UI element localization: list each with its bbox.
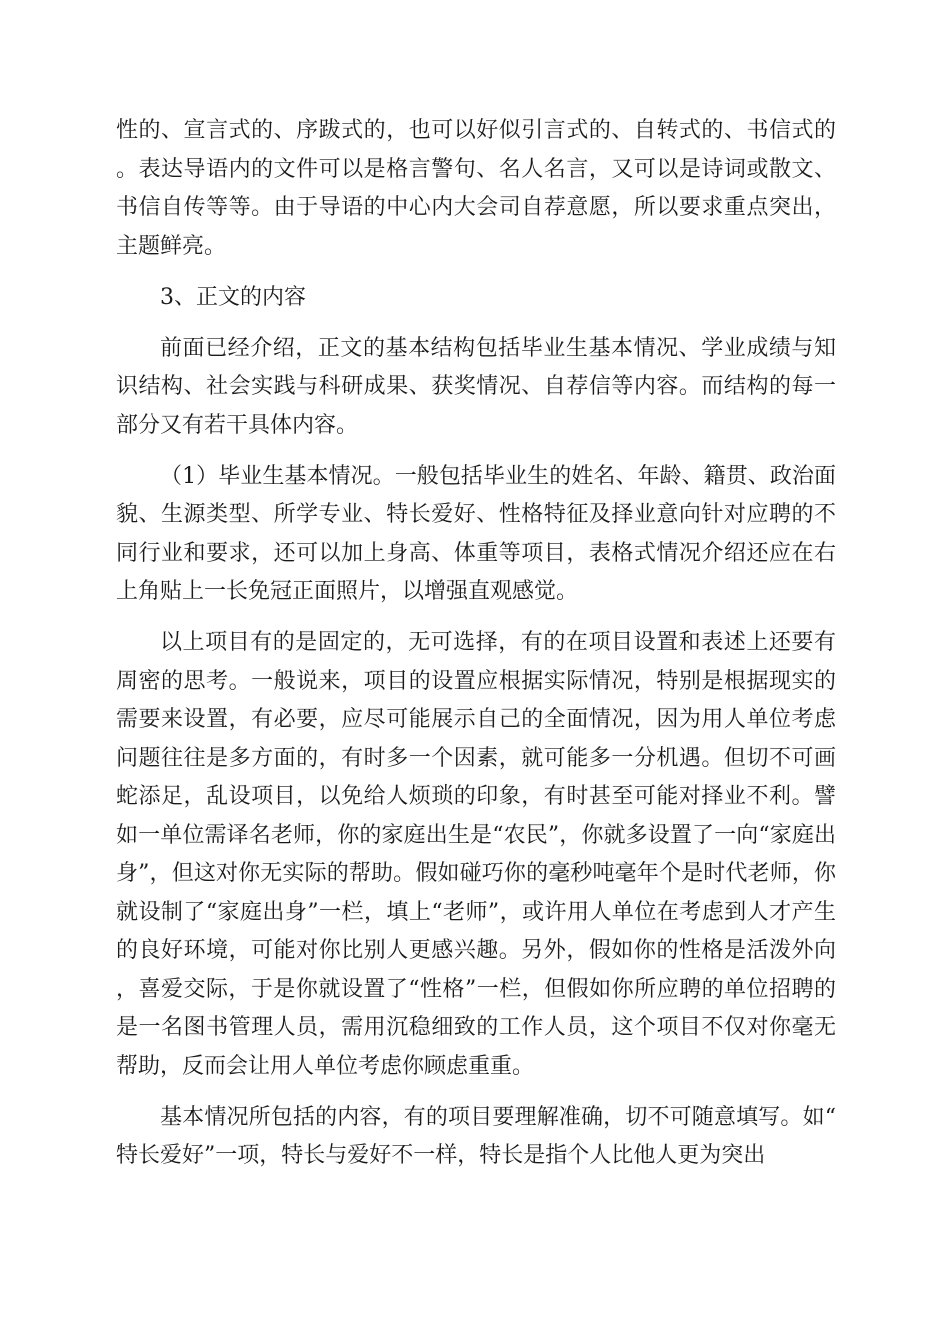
- section-heading-body-content: 3、正文的内容: [160, 284, 306, 310]
- paragraph-basic-info: （1）毕业生基本情况。一般包括毕业生的姓名、年龄、籍贯、政治面貌、生源类型、所学专业、特长爱好、性格特征及择业意向针对应聘的不同行业和要求，还可以加上身高、体重等项目，表格式情况介绍还应在右上角贴上一长免冠正面照片，以增强直观感觉。: [116, 463, 836, 604]
- paragraph-item-settings: 以上项目有的是固定的，无可选择，有的在项目设置和表述上还要有周密的思考。一般说来，项目的设置应根据实际情况，特别是根据现实的需要来设置，有必要，应尽可能展示自己的全面情况，因为用人单位考虑问题往往是多方面的，有时多一个因素，就可能多一分机遇。但切不可画蛇添足，乱设项目，以免给人烦琐的印象，有时甚至可能对择业不利。譬如一单位需译名老师，你的家庭出生是“农民”，你就多设置了一向“家庭出身”，但这对你无实际的帮助。假如碰巧你的毫秒吨毫年个是时代老师，你就设制了“家庭出身”一栏，填上“老师”，或许用人单位在考虑到人才产生的良好环境，可能对你比别人更感兴趣。另外，假如你的性格是活泼外向，喜爱交际，于是你就设置了“性格”一栏，但假如你所应聘的单位招聘的是一名图书管理人员，需用沉稳细致的工作人员，这个项目不仅对你毫无帮助，反而会让用人单位考虑你顾虑重重。: [116, 630, 836, 1079]
- paragraph-basic-info-content: 基本情况所包括的内容，有的项目要理解准确，切不可随意填写。如“特长爱好”一项，特长与爱好不一样，特长是指个人比他人更为突出: [116, 1104, 836, 1168]
- paragraph-body-structure: 前面已经介绍，正文的基本结构包括毕业生基本情况、学业成绩与知识结构、社会实践与科研成果、获奖情况、自荐信等内容。而结构的每一部分又有若干具体内容。: [116, 335, 836, 438]
- document-page: [116, 112, 836, 1176]
- paragraph-intro-continuation: 性的、宣言式的、序跋式的，也可以好似引言式的、自转式的、书信式的。表达导语内的文件可以是格言警句、名人名言，又可以是诗词或散文、书信自传等等。由于导语的中心内大会司自荐意愿，所以要求重点突出，主题鲜亮。: [116, 118, 836, 259]
